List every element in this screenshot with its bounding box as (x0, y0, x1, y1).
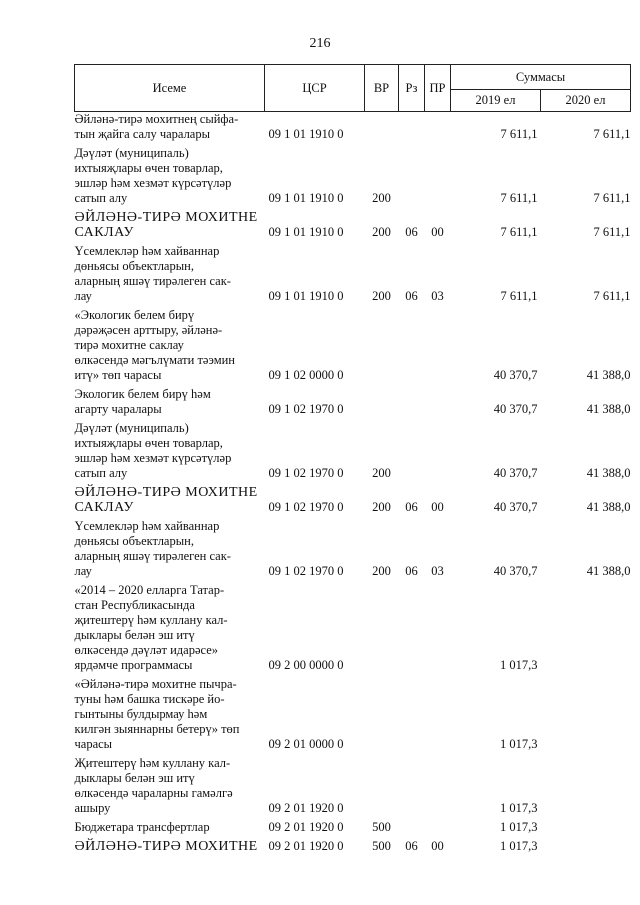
row-name-line: Әйләнә-тирә мохитнең сыйфа- (74, 112, 239, 126)
row-vr: 200 (372, 289, 391, 303)
table-row (75, 677, 631, 752)
row-name (75, 421, 265, 481)
row-pr (425, 677, 451, 752)
row-vr: 200 (372, 225, 391, 239)
row-pr (425, 583, 451, 673)
table-row (75, 421, 631, 481)
row-name (75, 146, 265, 206)
row-sum-2019: 40 370,7 (493, 368, 538, 382)
row-csr: 09 1 01 1910 0 (268, 225, 344, 239)
row-name-line: ӘЙЛӘНӘ-ТИРӘ МОХИТНЕ (74, 210, 258, 225)
row-name-line: килгән зыяннарны бетерү» төп (74, 722, 240, 736)
row-sum-2019: 7 611,1 (500, 289, 538, 303)
row-csr: 09 2 01 1920 0 (268, 801, 344, 815)
header-sums: Суммасы (451, 65, 631, 90)
row-name-line: дөньясы объектларын, (74, 534, 194, 548)
row-name-line: чарасы (74, 737, 113, 751)
row-name-line: агарту чаралары (74, 402, 162, 416)
header-pr: ПР (425, 65, 451, 112)
row-sum-2020: 7 611,1 (593, 225, 631, 239)
row-rz: 06 (405, 500, 418, 514)
table-row (75, 583, 631, 673)
header-csr: ЦСР (265, 65, 365, 112)
row-sum-2020: 41 388,0 (586, 466, 631, 480)
row-name (75, 839, 265, 854)
row-name (75, 210, 265, 240)
row-vr (365, 756, 399, 816)
row-csr: 09 1 02 1970 0 (268, 466, 344, 480)
row-sum-2020 (541, 839, 631, 854)
header-vr: ВР (365, 65, 399, 112)
row-rz: 06 (405, 289, 418, 303)
row-rz (399, 583, 425, 673)
header-2019: 2019 ел (451, 90, 541, 112)
row-sum-2020: 7 611,1 (593, 127, 631, 141)
row-sum-2019: 1 017,3 (500, 820, 538, 834)
row-csr: 09 1 01 1910 0 (268, 289, 344, 303)
row-csr: 09 2 01 1920 0 (268, 839, 344, 853)
row-sum-2019: 7 611,1 (500, 127, 538, 141)
table-row (75, 756, 631, 816)
row-pr: 00 (431, 839, 444, 853)
table-row (75, 146, 631, 206)
header-rz: Рз (399, 65, 425, 112)
row-name-line: эшләр һәм хезмәт күрсәтүләр (74, 176, 232, 190)
row-name-line: җитештерү һәм куллану кал- (74, 613, 228, 627)
row-sum-2020: 7 611,1 (593, 289, 631, 303)
row-vr: 200 (372, 500, 391, 514)
row-vr (365, 583, 399, 673)
row-name-line: тирә мохитне саклау (74, 338, 184, 352)
row-sum-2019: 1 017,3 (500, 839, 538, 853)
table-row (75, 387, 631, 417)
row-rz (399, 308, 425, 383)
row-name-line: гынтыны булдырмау һәм (74, 707, 208, 721)
row-sum-2019: 1 017,3 (500, 658, 538, 672)
row-rz: 06 (405, 564, 418, 578)
row-rz: 06 (405, 839, 418, 853)
row-csr: 09 1 02 0000 0 (268, 368, 344, 382)
row-name-line: аларның яшәү тирәлеген сак- (74, 549, 231, 563)
row-csr: 09 1 02 1970 0 (268, 564, 344, 578)
row-sum-2019: 40 370,7 (493, 564, 538, 578)
row-rz (399, 820, 425, 835)
row-vr (365, 387, 399, 417)
row-vr (365, 677, 399, 752)
row-rz (399, 677, 425, 752)
row-pr (425, 112, 451, 143)
row-name (75, 519, 265, 579)
row-name (75, 485, 265, 515)
row-csr: 09 1 01 1910 0 (268, 191, 344, 205)
row-name-line: дыклары белән эш итү (74, 628, 195, 642)
row-sum-2020: 7 611,1 (593, 191, 631, 205)
row-pr: 03 (431, 564, 444, 578)
row-pr (425, 421, 451, 481)
row-csr: 09 1 02 1970 0 (268, 402, 344, 416)
row-pr (425, 308, 451, 383)
row-name-line: САКЛАУ (74, 500, 134, 515)
row-name (75, 756, 265, 816)
row-name-line: ярдәмче программасы (74, 658, 193, 672)
row-name-line: Бюджетара трансфертлар (74, 820, 210, 834)
table-row (75, 244, 631, 304)
row-pr: 03 (431, 289, 444, 303)
row-vr: 200 (372, 564, 391, 578)
row-name-line: дыклары белән эш итү (74, 771, 195, 785)
row-rz (399, 421, 425, 481)
row-name-line: ӘЙЛӘНӘ-ТИРӘ МОХИТНЕ (74, 485, 258, 500)
row-vr: 500 (372, 839, 391, 853)
row-name-line: Дәүләт (муниципаль) (74, 146, 189, 160)
row-csr: 09 2 00 0000 0 (268, 658, 344, 672)
row-name (75, 308, 265, 383)
table-row (75, 308, 631, 383)
row-sum-2020: 41 388,0 (586, 564, 631, 578)
row-name-line: өлкәсендә мәгълүмати тәэмин (74, 353, 235, 367)
row-name-line: ихтыяҗлары өчен товарлар, (74, 161, 223, 175)
row-vr: 200 (372, 191, 391, 205)
row-pr (425, 146, 451, 206)
row-name-line: лау (74, 289, 92, 303)
row-pr (425, 756, 451, 816)
row-sum-2020 (541, 677, 631, 752)
table-row (75, 519, 631, 579)
row-csr: 09 2 01 1920 0 (268, 820, 344, 834)
row-name-line: тын җайга салу чаралары (74, 127, 210, 141)
row-rz (399, 387, 425, 417)
row-name-line: Җитештерү һәм куллану кал- (74, 756, 231, 770)
row-name-line: сатып алу (74, 466, 128, 480)
budget-table (74, 64, 631, 854)
row-sum-2019: 40 370,7 (493, 466, 538, 480)
row-name-line: Дәүләт (муниципаль) (74, 421, 189, 435)
row-name-line: САКЛАУ (74, 225, 134, 240)
table-row (75, 839, 631, 854)
row-name-line: итү» төп чарасы (74, 368, 162, 382)
row-name (75, 112, 265, 143)
row-sum-2019: 1 017,3 (500, 801, 538, 815)
row-name-line: Үсемлекләр һәм хайваннар (74, 519, 220, 533)
table-body (75, 112, 631, 855)
row-name-line: дөньясы объектларын, (74, 259, 194, 273)
row-name (75, 677, 265, 752)
row-sum-2019: 7 611,1 (500, 191, 538, 205)
row-sum-2019: 40 370,7 (493, 402, 538, 416)
row-name-line: лау (74, 564, 92, 578)
row-name-line: туны һәм башка тискәре йо- (74, 692, 225, 706)
row-rz (399, 146, 425, 206)
row-name-line: өлкәсендә дәүләт идарәсе» (74, 643, 219, 657)
row-name-line: ӘЙЛӘНӘ-ТИРӘ МОХИТНЕ (74, 839, 258, 854)
page-number: 216 (309, 36, 331, 51)
row-sum-2020: 41 388,0 (586, 500, 631, 514)
row-csr: 09 1 02 1970 0 (268, 500, 344, 514)
row-vr: 200 (372, 466, 391, 480)
row-rz: 06 (405, 225, 418, 239)
row-name-line: стан Республикасында (74, 598, 195, 612)
row-pr (425, 820, 451, 835)
row-name-line: Экологик белем бирү һәм (74, 387, 211, 401)
row-name-line: «Әйләнә-тирә мохитне пычра- (74, 677, 237, 691)
row-name-line: ихтыяҗлары өчен товарлар, (74, 436, 223, 450)
row-name-line: аларның яшәү тирәлеген сак- (74, 274, 231, 288)
row-name-line: сатып алу (74, 191, 128, 205)
row-sum-2020 (541, 756, 631, 816)
row-name (75, 244, 265, 304)
header-name: Исеме (75, 65, 265, 112)
row-vr: 500 (372, 820, 391, 834)
row-sum-2019: 1 017,3 (500, 737, 538, 751)
table-row (75, 485, 631, 515)
row-name (75, 583, 265, 673)
table-row (75, 820, 631, 835)
row-name (75, 820, 265, 835)
row-name-line: ашыру (74, 801, 111, 815)
row-rz (399, 756, 425, 816)
row-sum-2019: 7 611,1 (500, 225, 538, 239)
row-name-line: өлкәсендә чараларны гамәлгә (74, 786, 233, 800)
row-sum-2020 (541, 820, 631, 835)
row-vr (365, 308, 399, 383)
row-name (75, 387, 265, 417)
row-sum-2020: 41 388,0 (586, 402, 631, 416)
row-csr: 09 1 01 1910 0 (268, 127, 344, 141)
row-pr: 00 (431, 225, 444, 239)
row-name-line: «Экологик белем бирү (74, 308, 195, 322)
row-sum-2020: 41 388,0 (586, 368, 631, 382)
row-csr: 09 2 01 0000 0 (268, 737, 344, 751)
row-pr: 00 (431, 500, 444, 514)
header-2020: 2020 ел (541, 90, 631, 112)
row-name-line: эшләр һәм хезмәт күрсәтүләр (74, 451, 232, 465)
row-sum-2020 (541, 583, 631, 673)
row-sum-2019: 40 370,7 (493, 500, 538, 514)
table-row (75, 210, 631, 240)
row-name-line: Үсемлекләр һәм хайваннар (74, 244, 220, 258)
table-row (75, 112, 631, 143)
row-pr (425, 387, 451, 417)
row-vr (365, 112, 399, 143)
row-name-line: дәрәҗәсен арттыру, әйләнә- (74, 323, 223, 337)
row-rz (399, 112, 425, 143)
row-name-line: «2014 – 2020 елларга Татар- (74, 583, 225, 597)
